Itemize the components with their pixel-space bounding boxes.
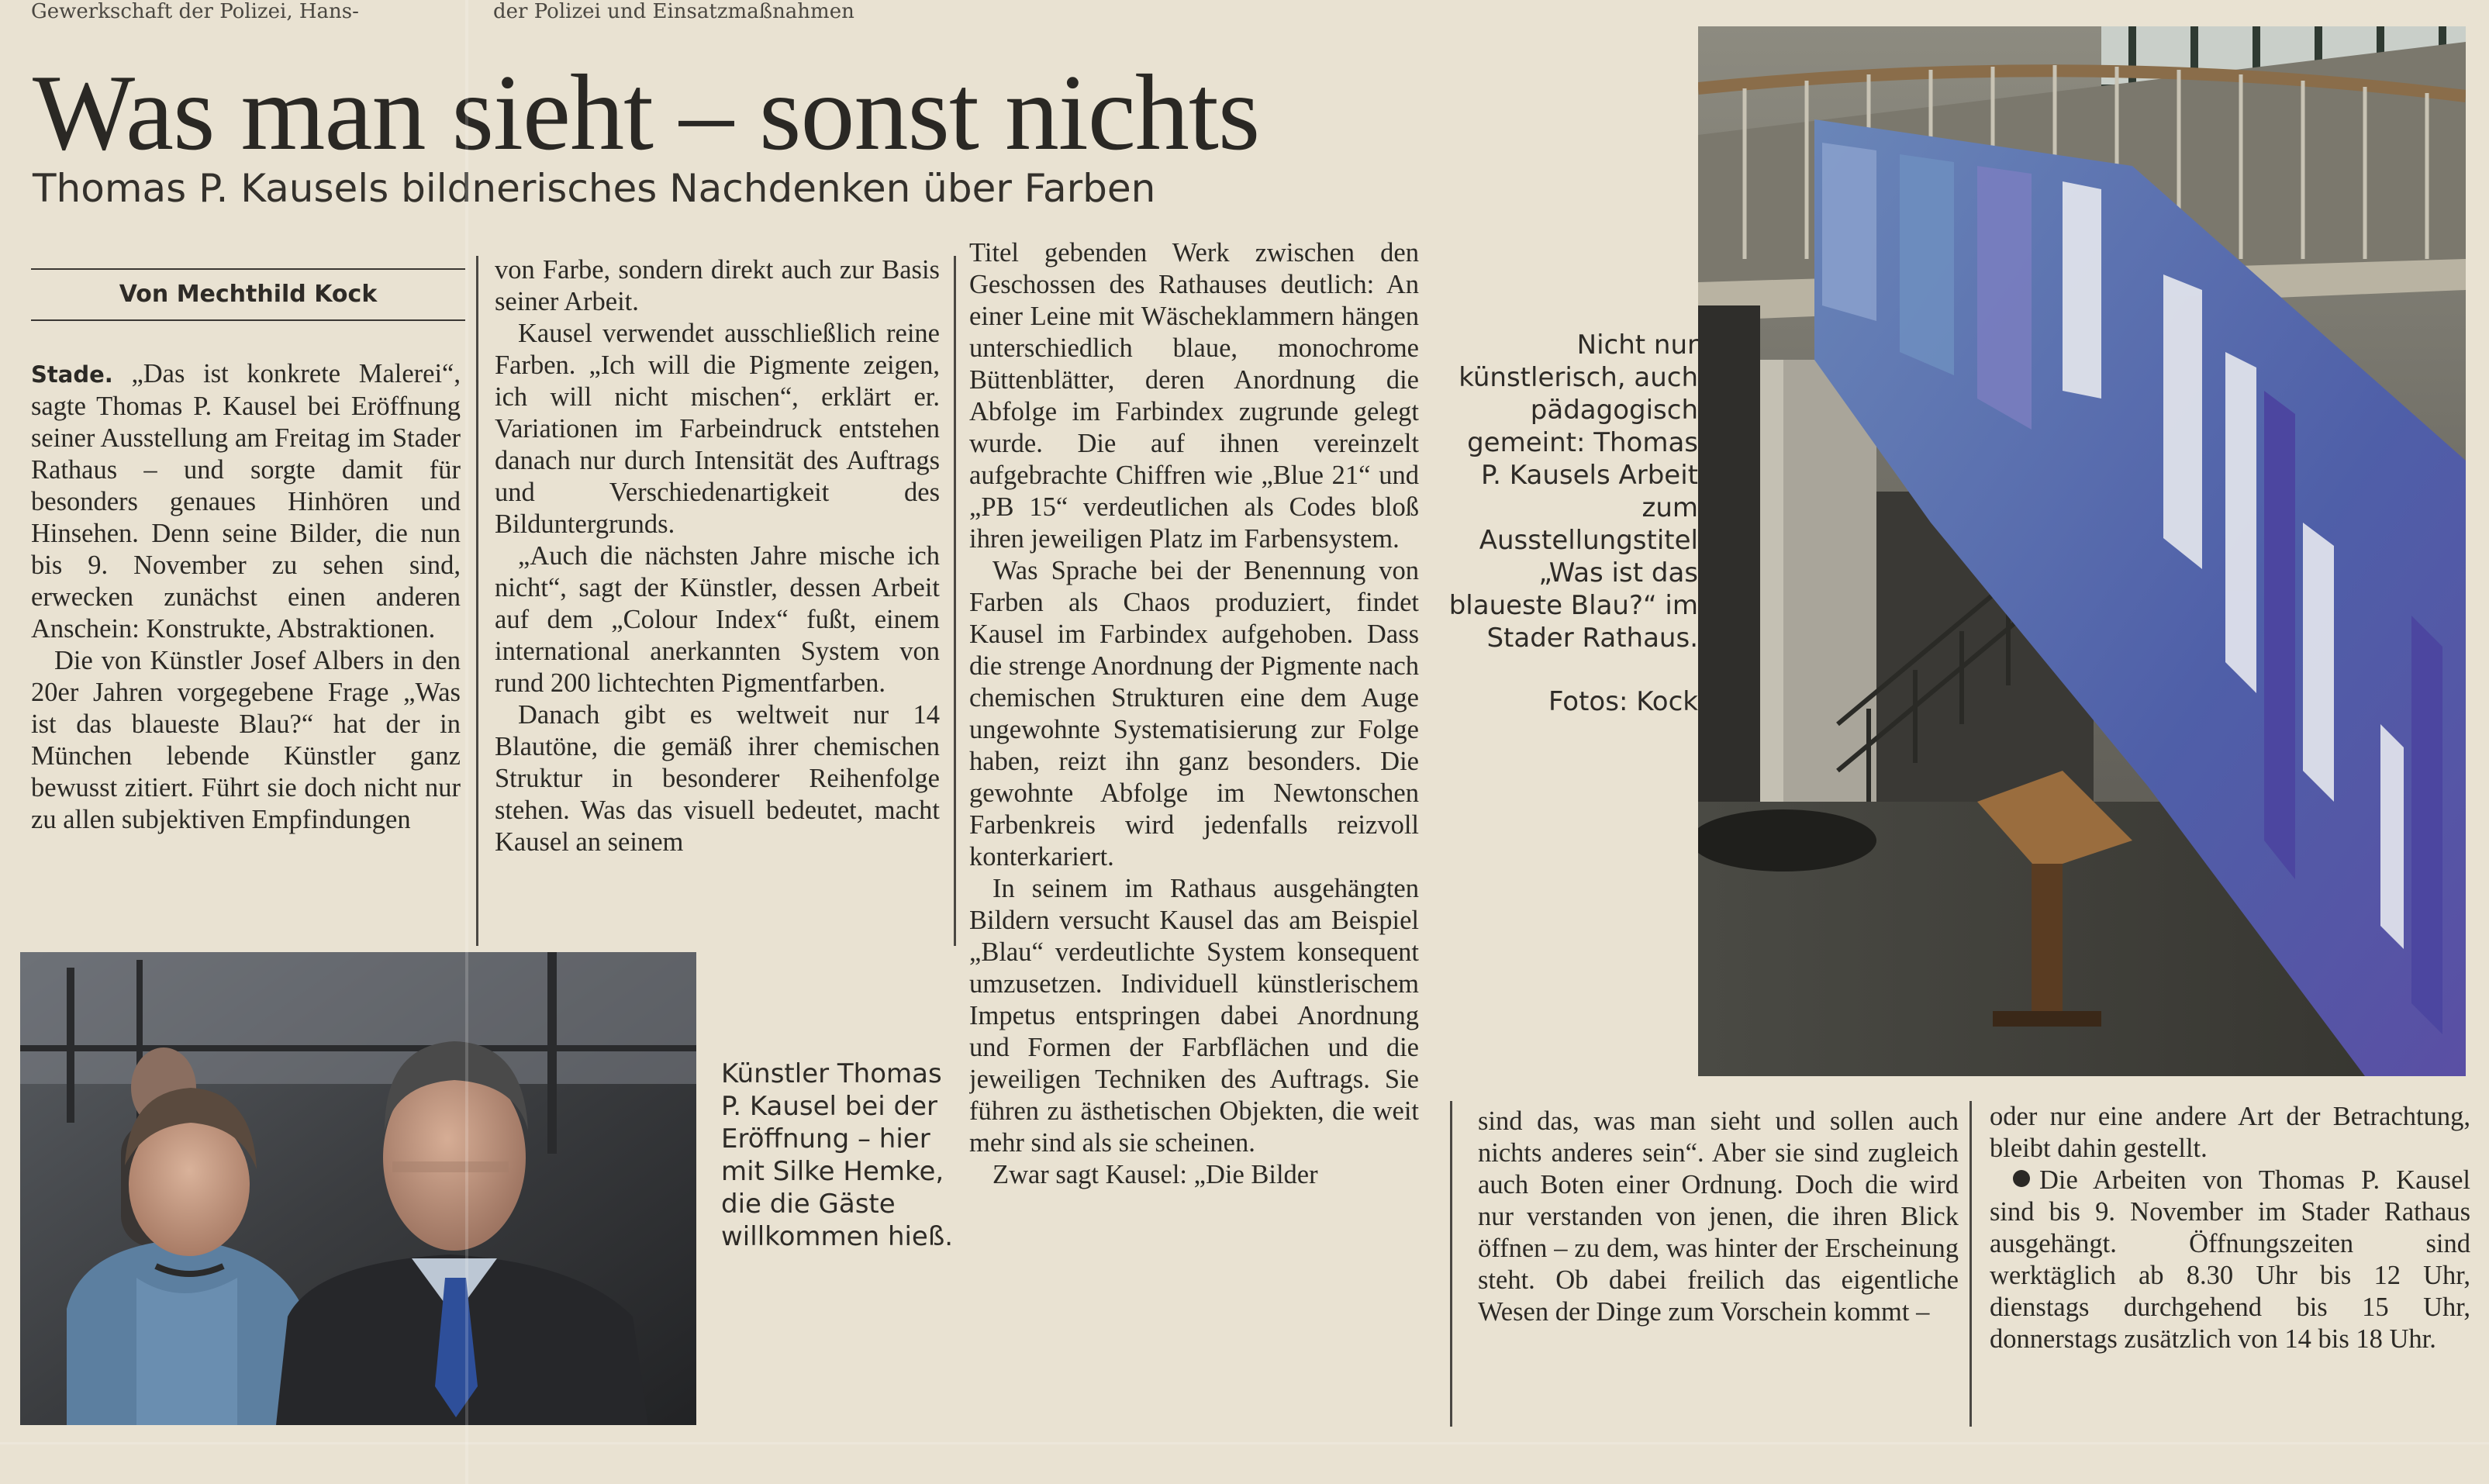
photo-caption-right: Nicht nur künstlerisch, auch pädagogisch gemeint: Thomas P. Kausels Arbeit zum Ausstellungstitel „Was ist das blaueste Blau?“ im Stader Rathaus. (1448, 330, 1698, 654)
paper-crease (0, 1442, 2489, 1444)
byline: Von Mechthild Kock (119, 281, 378, 308)
article-column-3 (969, 237, 1419, 1422)
photo-artist-and-guest (20, 952, 696, 1425)
paragraph: Die Arbeiten von Thomas P. Kausel sind bis 9. November im Stader Rathaus ausgehängt. Öffnungszeiten sind werktäglich ab 8.30 Uhr bis 12 Uhr, dienstags durchgehend bis 15 Uhr, donnerstags zusätzlich von 14 bis 18 Uhr. (1990, 1165, 2470, 1354)
photo-rathaus-installation-illustration (1698, 26, 2466, 1076)
paragraph: sind das, was man sieht und sollen auch nichts anderes sein“. Aber sie sind zugleich auch Boten einer Ordnung. Doch die wird nur verstanden von jenen, die ihren Blick öffnen – zu dem, was hinter der Erscheinung steht. Ob dabei freilich das eigentliche Wesen der Dinge zum Vorschein kommt – (1478, 1106, 1959, 1327)
article-column-2 (495, 254, 940, 932)
photo-credit: Fotos: Kock (1548, 686, 1698, 717)
paragraph: oder nur eine andere Art der Betrachtung, bleibt dahin gestellt. (1990, 1102, 2470, 1163)
paragraph: In seinem im Rathaus ausgehängten Bildern versucht Kausel das am Beispiel „Blau“ verdeutlichte System konsequent umzusetzen. Individuell künstlerischem Impetus entspringen dabei Anordnung und Formen der Farbflächen und die jeweiligen Techniken des Auftrags. Sie führen zu ästhetischen Objekten, die weit mehr sind als sie scheinen. (969, 874, 1419, 1158)
photo-caption-left: Künstler Thomas P. Kausel bei der Eröffnung – hier mit Silke Hemke, die die Gäste willkommen hieß. (721, 1058, 954, 1252)
column-separator (954, 256, 956, 946)
bullet-icon (2013, 1170, 2030, 1187)
previous-article-fragment: Gewerkschaft der Polizei, Hans- (31, 0, 359, 23)
byline-rule-bottom (31, 319, 465, 321)
paragraph: von Farbe, sondern direkt auch zur Basis seiner Arbeit. (495, 255, 940, 316)
headline: Was man sieht – sonst nichts (33, 53, 1260, 173)
photo-artist-and-guest-illustration (20, 952, 696, 1425)
paper-crease (465, 0, 468, 1484)
paragraph: Was Sprache bei der Benennung von Farben als Chaos produziert, findet Kausel im Farbindex aufgehoben. Dass die strenge Anordnung der Pigmente nach chemischen Strukturen eine dem Auge ungewohnte Systematisierung zur Folge haben, reizt ihn ganz besonders. Die gewohnte Abfolge im Newtonschen Farbenkreis wird jedenfalls reizvoll konterkariert. (969, 556, 1419, 871)
column-separator (1450, 1101, 1452, 1427)
column-separator (476, 256, 478, 946)
article-column-4 (1478, 1106, 1959, 1422)
paragraph: Die von Künstler Josef Albers in den 20er Jahren vorgegebene Frage „Was ist das blaueste Blau?“ hat der in München lebende Künstler ganz bewusst zitiert. Führt sie doch nicht nur zu allen subjektiven Empfindungen (31, 646, 461, 834)
paragraph: Danach gibt es weltweit nur 14 Blautöne, die gemäß ihrer chemischen Struktur in besonderer Reihenfolge stehen. Was das visuell bedeutet, macht Kausel an seinem (495, 700, 940, 857)
photo-rathaus-installation (1698, 26, 2466, 1076)
subheadline: Thomas P. Kausels bildnerisches Nachdenken über Farben (33, 166, 1156, 211)
paragraph: Zwar sagt Kausel: „Die Bilder (992, 1160, 1318, 1189)
paragraph: „Das ist konkrete Malerei“, sagte Thomas P. Kausel bei Eröffnung seiner Ausstellung am Freitag im Stader Rathaus – und sorgte damit für besonders genaues Hinhören und Hinsehen. Denn seine Bilder, die nun bis 9. November zu sehen sind, erwecken zunächst einen anderen Anschein: Konstrukte, Abstraktionen. (31, 359, 461, 644)
paragraph: Titel gebenden Werk zwischen den Geschossen des Rathauses deutlich: An einer Leine mit Wäscheklammern hängen unterschiedlich blaue, monochrome Büttenblätter, deren Anordnung die Abfolge im Farbindex zugrunde gelegt wurde. Die auf ihnen vereinzelt aufgebrachte Chiffren wie „Blue 21“ und „PB 15“ verdeutlichen als Codes bloß ihren jeweiligen Platz im Farbensystem. (969, 238, 1419, 554)
dateline: Stade. (31, 361, 113, 388)
byline-rule-top (31, 268, 465, 270)
column-separator (1969, 1101, 1972, 1427)
article-column-1 (31, 358, 461, 932)
previous-article-fragment: der Polizei und Einsatzmaßnahmen (493, 0, 854, 23)
paragraph: Kausel verwendet ausschließlich reine Farben. „Ich will die Pigmente zeigen, ich will nicht mischen“, erklärt er. Variationen im Farbeindruck entstehen danach nur durch Intensität des Auftrags und Verschiedenartigkeit des Bilduntergrunds. (495, 319, 940, 539)
paragraph: „Auch die nächsten Jahre mische ich nicht“, sagt der Künstler, dessen Arbeit auf dem „Colour Index“ fußt, einem international anerkannten System von rund 200 lichtechten Pigmentfarben. (495, 541, 940, 698)
article-column-5 (1990, 1101, 2470, 1422)
